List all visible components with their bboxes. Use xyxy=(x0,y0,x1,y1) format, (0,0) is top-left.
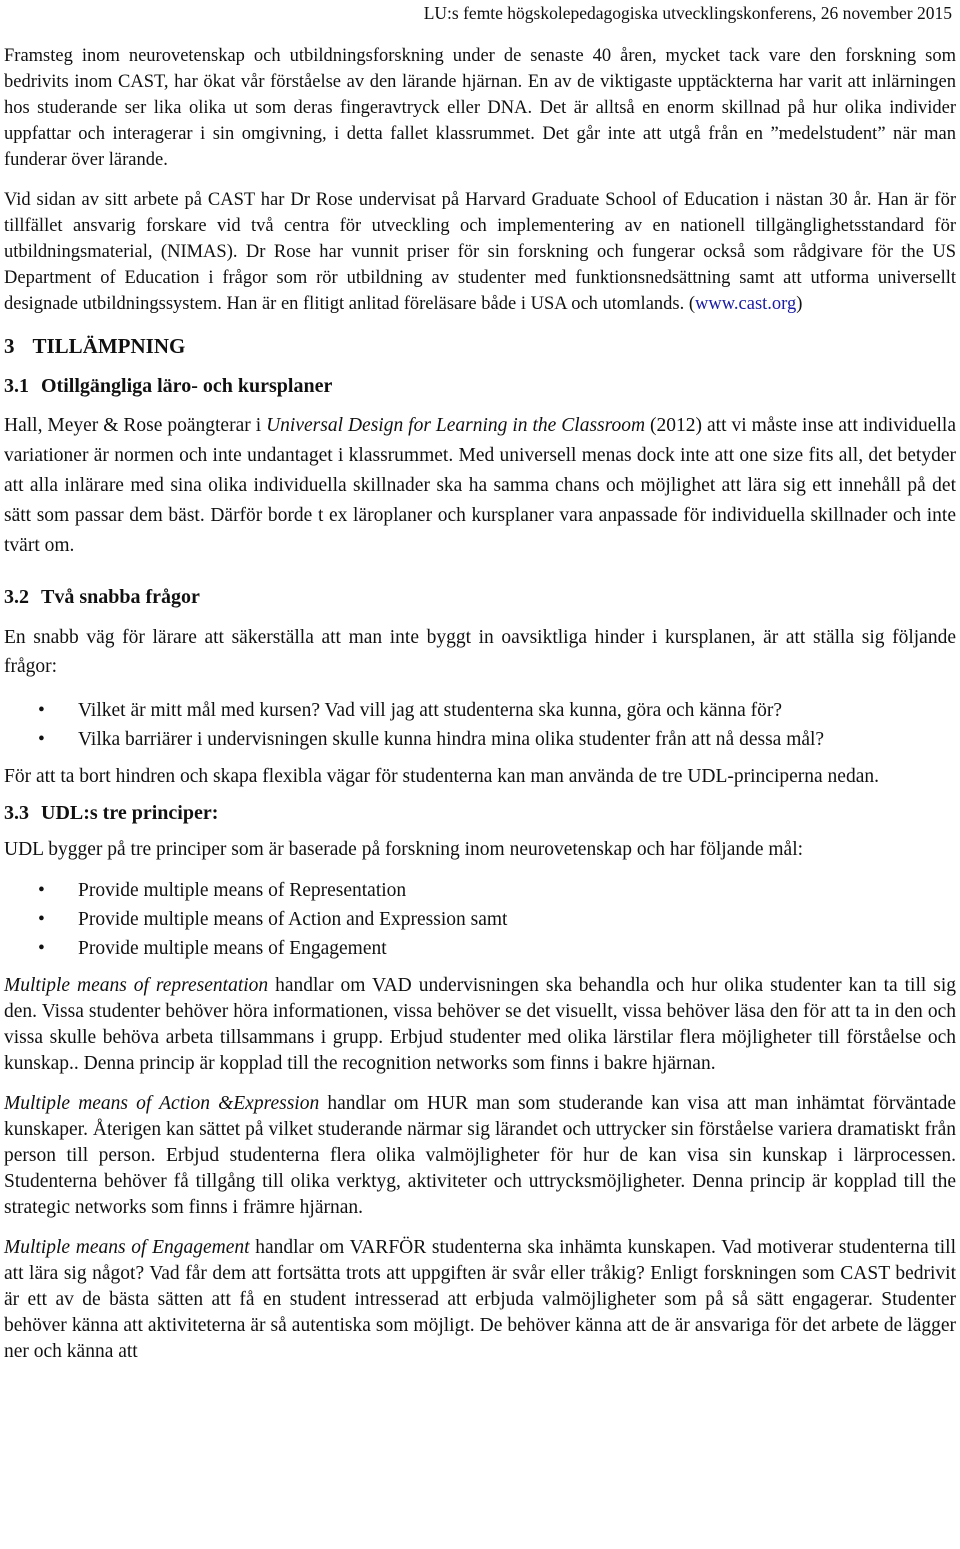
section-heading-3 xyxy=(4,332,956,360)
paragraph-3-1 xyxy=(4,411,956,561)
principles-list xyxy=(4,876,956,963)
bullet-icon: • xyxy=(38,909,45,930)
representation-text: handlar om VAD undervisningen ska behandla och hur olika studenter kan ta till sig den. Vissa studenter behöver höra informationen, vissa behöver se det visuellt, vissa behöver läsa den för att ta in den och vissa skulle behöva arbeta tillsammans i grupp. Erbjud studenter med olika lärstilar flera möjligheter till förståelse och kunskap.. Denna princip är kopplad till the recognition networks som finns i bakre hjärnan. xyxy=(4,975,956,1074)
document-page xyxy=(4,0,956,1365)
list-item xyxy=(4,696,956,725)
bullet-icon: • xyxy=(38,880,45,901)
subsection-number: 3.1 xyxy=(4,375,29,397)
section-title: TILLÄMPNING xyxy=(32,334,186,358)
list-item xyxy=(4,876,956,905)
term-action-expression: Multiple means of Action &Expression xyxy=(4,1093,320,1114)
questions-list xyxy=(4,696,956,754)
term-engagement: Multiple means of Engagement xyxy=(4,1237,250,1258)
list-item xyxy=(4,934,956,963)
paragraph-3-3-intro: UDL bygger på tre principer som är baserade på forskning inom neurovetenskap och har följande mål: xyxy=(4,839,804,860)
paragraph-3-1-body: (2012) att vi måste inse att individuella variationer är normen och inte undantaget i klassrummet. Med universell menas dock inte att one size fits all, det betyder att alla inlärare med sina olika individuella skillnader ska ha samma chans och möjlighet att lära sig ett innehåll på det sätt som passar dem bäst. Därför borde t ex läroplaner och kursplaner vara anpassade för individuella skillnader och inte tvärt om. xyxy=(4,415,957,556)
bullet-icon: • xyxy=(38,729,45,750)
list-item-text: Provide multiple means of Action and Expression samt xyxy=(78,909,508,930)
list-item-text: Provide multiple means of Engagement xyxy=(78,938,387,959)
paragraph-3-2-intro: En snabb väg för lärare att säkerställa att man inte byggt in oavsiktliga hinder i kursplanen, är att ställa sig följande frågor: xyxy=(4,627,956,677)
engagement-text: handlar om VARFÖR studenterna ska inhämta kunskapen. Vad motiverar studenterna till att lära sig något? Vad får dem att fortsätta trots att uppgiften är svår eller tråkig? Enligt forskningen som CAST bedrivit är ett av de bästa sätten att få en student intresserad att erbjuda valmöjligheter som på så sätt engagerar. Studenter behöver känna att aktiviteterna är så autentiska som möjligt. De behöver känna att de är ansvariga för det arbete de lägger ner och känna att xyxy=(4,1237,956,1362)
subsection-title: UDL:s tre principer: xyxy=(41,802,219,824)
intro-paragraph-2 xyxy=(4,187,956,317)
list-item xyxy=(4,905,956,934)
book-title: Universal Design for Learning in the Classroom xyxy=(266,415,646,436)
bullet-icon: • xyxy=(38,700,45,721)
intro-paragraph-2-text: Vid sidan av sitt arbete på CAST har Dr Rose undervisat på Harvard Graduate School of Education i nästan 30 år. Han är för tillfället ansvarig forskare vid två centra för utveckling och implementering av en nationell tillgänglighetsstandard för utbildningsmaterial, (NIMAS). Dr Rose har vunnit priser för sin forskning och fungerar också som rådgivare för the US Department of Education i frågor som rör utbildning av studenter med funktionsnedsättning samt att utforma universellt designade utbildningssystem. Han är en flitigt anlitad föreläsare både i USA och utomlands. ( xyxy=(4,190,956,314)
subsection-number: 3.3 xyxy=(4,802,29,824)
subsection-heading-3-2 xyxy=(4,583,956,611)
paragraph-3-2-outro: För att ta bort hindren och skapa flexibla vägar för studenterna kan man använda de tre UDL-principerna nedan. xyxy=(4,766,879,787)
subsection-heading-3-3 xyxy=(4,799,956,827)
intro-paragraph-1: Framsteg inom neurovetenskap och utbildningsforskning under de senaste 40 åren, mycket tack vare den forskning som bedrivits inom CAST, har ökat vår förståelse av den lärande hjärnan. En av de viktigaste upptäckterna har varit att inlärningen hos studerande ser lika olika ut som deras fingeravtryck eller DNA. Det är alltså en enorm skillnad på hur olika individer uppfattar och interagerar i sin omgivning, i detta fallet klassrummet. Det går inte att utgå från en ”medelstudent” när man funderar över lärande. xyxy=(4,46,956,170)
term-representation: Multiple means of representation xyxy=(4,975,269,996)
list-item-text: Vilka barriärer i undervisningen skulle kunna hindra mina olika studenter från att nå dessa mål? xyxy=(78,729,825,750)
paragraph-action-expression xyxy=(4,1091,956,1221)
intro-paragraph-2-end: ) xyxy=(796,294,803,314)
section-number: 3 xyxy=(4,334,15,358)
paragraph-3-1-lead: Hall, Meyer & Rose poängterar i xyxy=(4,415,267,436)
running-header: LU:s femte högskolepedagogiska utvecklingskonferens, 26 november 2015 xyxy=(423,3,952,23)
subsection-title: Två snabba frågor xyxy=(41,586,200,608)
bullet-icon: • xyxy=(38,938,45,959)
paragraph-representation xyxy=(4,973,956,1077)
list-item-text: Provide multiple means of Representation xyxy=(78,880,407,901)
subsection-title: Otillgängliga läro- och kursplaner xyxy=(41,375,333,397)
subsection-number: 3.2 xyxy=(4,586,29,608)
action-expression-text: handlar om HUR man som studerande kan visa att man inhämtat förväntade kunskaper. Återigen kan sättet på vilket studerande närmar sig lärandet och uttrycker sin förståelse variera dramatiskt från person till person. Erbjud studenterna flera olika valmöjligheter för hur de kan visa sin kunskap i lärprocessen. Studenterna behöver få tillgång till olika verktyg, aktiviteter och uttrycksmöjligheter. Denna princip är kopplad till the strategic networks som finns i främre hjärnan. xyxy=(4,1093,956,1218)
cast-link[interactable]: www.cast.org xyxy=(695,294,797,314)
paragraph-engagement xyxy=(4,1235,956,1365)
list-item xyxy=(4,725,956,754)
subsection-heading-3-1 xyxy=(4,372,956,400)
list-item-text: Vilket är mitt mål med kursen? Vad vill jag att studenterna ska kunna, göra och känna för? xyxy=(78,700,783,721)
